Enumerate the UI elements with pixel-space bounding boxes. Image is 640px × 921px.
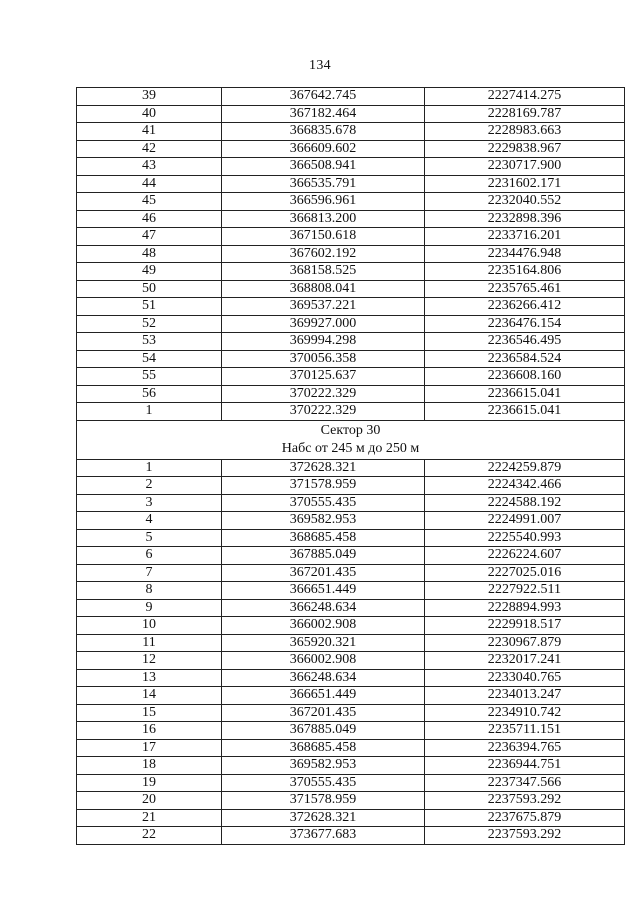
point-number-cell: 6 <box>77 547 222 565</box>
x-coordinate-cell: 368685.458 <box>222 529 425 547</box>
y-coordinate-cell: 2231602.171 <box>425 175 625 193</box>
point-number-cell: 20 <box>77 792 222 810</box>
y-coordinate-cell: 2236944.751 <box>425 757 625 775</box>
x-coordinate-cell: 366609.602 <box>222 140 425 158</box>
x-coordinate-cell: 366002.908 <box>222 652 425 670</box>
x-coordinate-cell: 370555.435 <box>222 774 425 792</box>
point-number-cell: 40 <box>77 105 222 123</box>
x-coordinate-cell: 366835.678 <box>222 123 425 141</box>
table-row <box>77 529 625 547</box>
point-number-cell: 12 <box>77 652 222 670</box>
sector-header-row <box>77 420 625 459</box>
y-coordinate-cell: 2224259.879 <box>425 459 625 477</box>
y-coordinate-cell: 2227025.016 <box>425 564 625 582</box>
y-coordinate-cell: 2224588.192 <box>425 494 625 512</box>
y-coordinate-cell: 2229918.517 <box>425 617 625 635</box>
y-coordinate-cell: 2234013.247 <box>425 687 625 705</box>
point-number-cell: 46 <box>77 210 222 228</box>
y-coordinate-cell: 2236584.524 <box>425 350 625 368</box>
table-row <box>77 634 625 652</box>
point-number-cell: 1 <box>77 403 222 421</box>
y-coordinate-cell: 2232898.396 <box>425 210 625 228</box>
table-row <box>77 315 625 333</box>
table-row <box>77 704 625 722</box>
point-number-cell: 8 <box>77 582 222 600</box>
x-coordinate-cell: 369582.953 <box>222 512 425 530</box>
point-number-cell: 18 <box>77 757 222 775</box>
x-coordinate-cell: 367150.618 <box>222 228 425 246</box>
table-row <box>77 298 625 316</box>
coordinates-table <box>76 87 625 845</box>
x-coordinate-cell: 370222.329 <box>222 403 425 421</box>
point-number-cell: 41 <box>77 123 222 141</box>
x-coordinate-cell: 366651.449 <box>222 687 425 705</box>
point-number-cell: 42 <box>77 140 222 158</box>
point-number-cell: 15 <box>77 704 222 722</box>
y-coordinate-cell: 2237347.566 <box>425 774 625 792</box>
y-coordinate-cell: 2236546.495 <box>425 333 625 351</box>
point-number-cell: 14 <box>77 687 222 705</box>
x-coordinate-cell: 372628.321 <box>222 459 425 477</box>
point-number-cell: 9 <box>77 599 222 617</box>
x-coordinate-cell: 366508.941 <box>222 158 425 176</box>
x-coordinate-cell: 367885.049 <box>222 722 425 740</box>
point-number-cell: 13 <box>77 669 222 687</box>
table-row <box>77 105 625 123</box>
point-number-cell: 49 <box>77 263 222 281</box>
point-number-cell: 1 <box>77 459 222 477</box>
y-coordinate-cell: 2232017.241 <box>425 652 625 670</box>
table-row <box>77 652 625 670</box>
x-coordinate-cell: 368808.041 <box>222 280 425 298</box>
y-coordinate-cell: 2232040.552 <box>425 193 625 211</box>
y-coordinate-cell: 2227414.275 <box>425 88 625 106</box>
table-row <box>77 774 625 792</box>
y-coordinate-cell: 2236608.160 <box>425 368 625 386</box>
y-coordinate-cell: 2235711.151 <box>425 722 625 740</box>
table-row <box>77 158 625 176</box>
table-row <box>77 210 625 228</box>
x-coordinate-cell: 366651.449 <box>222 582 425 600</box>
x-coordinate-cell: 368685.458 <box>222 739 425 757</box>
x-coordinate-cell: 369927.000 <box>222 315 425 333</box>
table-row <box>77 827 625 845</box>
x-coordinate-cell: 367602.192 <box>222 245 425 263</box>
coordinates-rows-top <box>77 88 625 421</box>
table-row <box>77 477 625 495</box>
x-coordinate-cell: 366248.634 <box>222 599 425 617</box>
table-row <box>77 333 625 351</box>
point-number-cell: 54 <box>77 350 222 368</box>
x-coordinate-cell: 371578.959 <box>222 477 425 495</box>
table-row <box>77 403 625 421</box>
point-number-cell: 3 <box>77 494 222 512</box>
y-coordinate-cell: 2236394.765 <box>425 739 625 757</box>
point-number-cell: 21 <box>77 809 222 827</box>
sector-height-range: Набс от 245 м до 250 м <box>281 440 420 456</box>
point-number-cell: 16 <box>77 722 222 740</box>
point-number-cell: 4 <box>77 512 222 530</box>
x-coordinate-cell: 370125.637 <box>222 368 425 386</box>
sector-header <box>77 420 625 459</box>
x-coordinate-cell: 365920.321 <box>222 634 425 652</box>
point-number-cell: 56 <box>77 385 222 403</box>
point-number-cell: 53 <box>77 333 222 351</box>
table-row <box>77 512 625 530</box>
point-number-cell: 43 <box>77 158 222 176</box>
point-number-cell: 11 <box>77 634 222 652</box>
sector-title: Сектор 30 <box>320 422 381 438</box>
x-coordinate-cell: 366596.961 <box>222 193 425 211</box>
table-row <box>77 88 625 106</box>
table-row <box>77 193 625 211</box>
point-number-cell: 19 <box>77 774 222 792</box>
x-coordinate-cell: 370555.435 <box>222 494 425 512</box>
table-row <box>77 228 625 246</box>
table-row <box>77 123 625 141</box>
x-coordinate-cell: 370222.329 <box>222 385 425 403</box>
point-number-cell: 55 <box>77 368 222 386</box>
y-coordinate-cell: 2224991.007 <box>425 512 625 530</box>
table-row <box>77 669 625 687</box>
table-row <box>77 547 625 565</box>
point-number-cell: 48 <box>77 245 222 263</box>
point-number-cell: 22 <box>77 827 222 845</box>
table-row <box>77 459 625 477</box>
x-coordinate-cell: 367182.464 <box>222 105 425 123</box>
table-row <box>77 582 625 600</box>
table-row <box>77 564 625 582</box>
point-number-cell: 50 <box>77 280 222 298</box>
x-coordinate-cell: 367201.435 <box>222 704 425 722</box>
point-number-cell: 2 <box>77 477 222 495</box>
y-coordinate-cell: 2233716.201 <box>425 228 625 246</box>
coordinates-rows-bottom <box>77 459 625 844</box>
table-row <box>77 599 625 617</box>
y-coordinate-cell: 2226224.607 <box>425 547 625 565</box>
x-coordinate-cell: 370056.358 <box>222 350 425 368</box>
table-row <box>77 280 625 298</box>
y-coordinate-cell: 2225540.993 <box>425 529 625 547</box>
table-row <box>77 757 625 775</box>
x-coordinate-cell: 366248.634 <box>222 669 425 687</box>
point-number-cell: 52 <box>77 315 222 333</box>
x-coordinate-cell: 366535.791 <box>222 175 425 193</box>
point-number-cell: 39 <box>77 88 222 106</box>
y-coordinate-cell: 2233040.765 <box>425 669 625 687</box>
y-coordinate-cell: 2236266.412 <box>425 298 625 316</box>
table-row <box>77 722 625 740</box>
y-coordinate-cell: 2228894.993 <box>425 599 625 617</box>
table-row <box>77 687 625 705</box>
x-coordinate-cell: 372628.321 <box>222 809 425 827</box>
x-coordinate-cell: 366813.200 <box>222 210 425 228</box>
y-coordinate-cell: 2230967.879 <box>425 634 625 652</box>
y-coordinate-cell: 2228983.663 <box>425 123 625 141</box>
x-coordinate-cell: 371578.959 <box>222 792 425 810</box>
x-coordinate-cell: 369537.221 <box>222 298 425 316</box>
y-coordinate-cell: 2234910.742 <box>425 704 625 722</box>
table-row <box>77 792 625 810</box>
point-number-cell: 47 <box>77 228 222 246</box>
table-row <box>77 739 625 757</box>
x-coordinate-cell: 367642.745 <box>222 88 425 106</box>
table-row <box>77 385 625 403</box>
point-number-cell: 7 <box>77 564 222 582</box>
x-coordinate-cell: 366002.908 <box>222 617 425 635</box>
point-number-cell: 17 <box>77 739 222 757</box>
y-coordinate-cell: 2229838.967 <box>425 140 625 158</box>
y-coordinate-cell: 2235164.806 <box>425 263 625 281</box>
x-coordinate-cell: 369582.953 <box>222 757 425 775</box>
y-coordinate-cell: 2236615.041 <box>425 385 625 403</box>
x-coordinate-cell: 367885.049 <box>222 547 425 565</box>
y-coordinate-cell: 2228169.787 <box>425 105 625 123</box>
sector-header-cell <box>77 420 625 459</box>
table-row <box>77 494 625 512</box>
table-row <box>77 368 625 386</box>
y-coordinate-cell: 2237675.879 <box>425 809 625 827</box>
x-coordinate-cell: 373677.683 <box>222 827 425 845</box>
y-coordinate-cell: 2227922.511 <box>425 582 625 600</box>
point-number-cell: 51 <box>77 298 222 316</box>
x-coordinate-cell: 368158.525 <box>222 263 425 281</box>
point-number-cell: 5 <box>77 529 222 547</box>
table-row <box>77 350 625 368</box>
point-number-cell: 10 <box>77 617 222 635</box>
y-coordinate-cell: 2237593.292 <box>425 792 625 810</box>
x-coordinate-cell: 369994.298 <box>222 333 425 351</box>
table-row <box>77 263 625 281</box>
y-coordinate-cell: 2236615.041 <box>425 403 625 421</box>
table-row <box>77 175 625 193</box>
y-coordinate-cell: 2236476.154 <box>425 315 625 333</box>
y-coordinate-cell: 2234476.948 <box>425 245 625 263</box>
page-number: 134 <box>309 58 331 73</box>
point-number-cell: 44 <box>77 175 222 193</box>
table-row <box>77 809 625 827</box>
table-row <box>77 140 625 158</box>
y-coordinate-cell: 2230717.900 <box>425 158 625 176</box>
point-number-cell: 45 <box>77 193 222 211</box>
x-coordinate-cell: 367201.435 <box>222 564 425 582</box>
table-row <box>77 245 625 263</box>
y-coordinate-cell: 2224342.466 <box>425 477 625 495</box>
y-coordinate-cell: 2237593.292 <box>425 827 625 845</box>
table-row <box>77 617 625 635</box>
y-coordinate-cell: 2235765.461 <box>425 280 625 298</box>
